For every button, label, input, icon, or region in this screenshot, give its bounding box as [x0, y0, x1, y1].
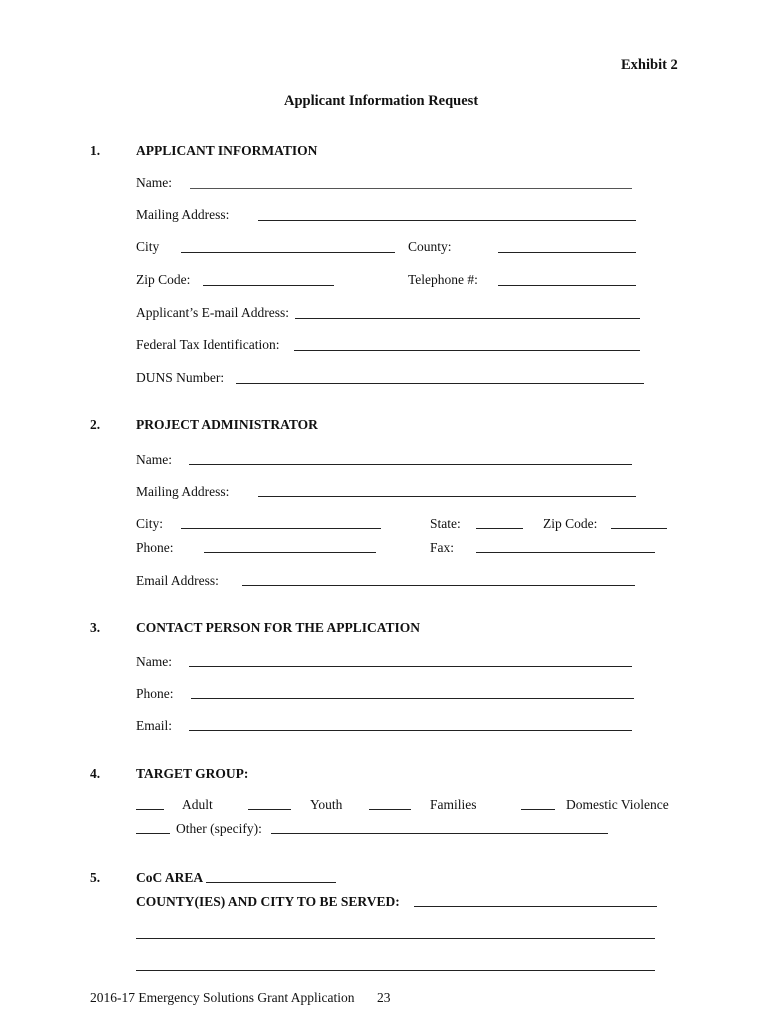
applicant-phone-field[interactable] — [498, 285, 636, 286]
admin-email-field[interactable] — [242, 585, 635, 586]
admin-city-label: City: — [136, 516, 164, 531]
applicant-mailing-field[interactable] — [258, 220, 636, 221]
section-4-number: 4. — [90, 766, 101, 781]
applicant-name-field[interactable] — [190, 188, 632, 189]
section-5-number: 5. — [90, 870, 101, 885]
admin-mailing-label: Mailing Address: — [136, 484, 230, 499]
other-checkbox-blank[interactable] — [136, 833, 170, 834]
applicant-zip-label: Zip Code: — [136, 272, 191, 287]
applicant-county-label: County: — [408, 239, 452, 254]
footer-text: 2016-17 Emergency Solutions Grant Application — [90, 990, 355, 1005]
adult-checkbox-blank[interactable] — [136, 809, 164, 810]
admin-mailing-field[interactable] — [258, 496, 636, 497]
youth-checkbox-blank[interactable] — [248, 809, 291, 810]
applicant-name-label: Name: — [136, 175, 172, 190]
contact-name-field[interactable] — [189, 666, 632, 667]
contact-email-field[interactable] — [189, 730, 632, 731]
admin-fax-field[interactable] — [476, 552, 655, 553]
section-4-title: TARGET GROUP: — [136, 766, 249, 781]
exhibit-label: Exhibit 2 — [621, 57, 678, 73]
section-1-number: 1. — [90, 143, 101, 158]
section-1-title: APPLICANT INFORMATION — [136, 143, 318, 158]
coc-area-field[interactable] — [206, 882, 336, 883]
applicant-zip-field[interactable] — [203, 285, 334, 286]
admin-fax-label: Fax: — [430, 540, 455, 555]
admin-city-field[interactable] — [181, 528, 381, 529]
section-3-number: 3. — [90, 620, 101, 635]
admin-zip-label: Zip Code: — [543, 516, 598, 531]
contact-phone-field[interactable] — [191, 698, 634, 699]
applicant-phone-label: Telephone #: — [408, 272, 478, 287]
page-number: 23 — [377, 990, 391, 1005]
coc-area-label: CoC AREA — [136, 870, 204, 885]
contact-name-label: Name: — [136, 654, 172, 669]
option-families-label: Families — [430, 797, 477, 812]
admin-zip-field[interactable] — [611, 528, 667, 529]
section-2-number: 2. — [90, 417, 101, 432]
option-domestic-violence-label: Domestic Violence — [566, 797, 669, 812]
admin-state-label: State: — [430, 516, 461, 531]
applicant-city-field[interactable] — [181, 252, 395, 253]
domestic-violence-checkbox-blank[interactable] — [521, 809, 555, 810]
counties-field-line-2[interactable] — [136, 938, 655, 939]
applicant-county-field[interactable] — [498, 252, 636, 253]
federal-tax-field[interactable] — [294, 350, 640, 351]
applicant-mailing-label: Mailing Address: — [136, 207, 230, 222]
contact-email-label: Email: — [136, 718, 172, 733]
counties-label: COUNTY(IES) AND CITY TO BE SERVED: — [136, 894, 400, 909]
admin-name-field[interactable] — [189, 464, 632, 465]
admin-email-label: Email Address: — [136, 573, 219, 588]
applicant-city-label: City — [136, 239, 160, 254]
section-3-title: CONTACT PERSON FOR THE APPLICATION — [136, 620, 421, 635]
page-title: Applicant Information Request — [284, 93, 479, 109]
admin-phone-field[interactable] — [204, 552, 376, 553]
families-checkbox-blank[interactable] — [369, 809, 411, 810]
section-2-title: PROJECT ADMINISTRATOR — [136, 417, 318, 432]
duns-label: DUNS Number: — [136, 370, 225, 385]
option-youth-label: Youth — [310, 797, 343, 812]
counties-field-line-3[interactable] — [136, 970, 655, 971]
federal-tax-label: Federal Tax Identification: — [136, 337, 280, 352]
duns-field[interactable] — [236, 383, 644, 384]
applicant-email-label: Applicant’s E-mail Address: — [136, 305, 289, 320]
admin-state-field[interactable] — [476, 528, 523, 529]
counties-field[interactable] — [414, 906, 657, 907]
contact-phone-label: Phone: — [136, 686, 174, 701]
other-specify-field[interactable] — [271, 833, 608, 834]
other-specify-label: Other (specify): — [176, 821, 262, 836]
admin-name-label: Name: — [136, 452, 172, 467]
applicant-email-field[interactable] — [295, 318, 640, 319]
admin-phone-label: Phone: — [136, 540, 174, 555]
option-adult-label: Adult — [182, 797, 213, 812]
